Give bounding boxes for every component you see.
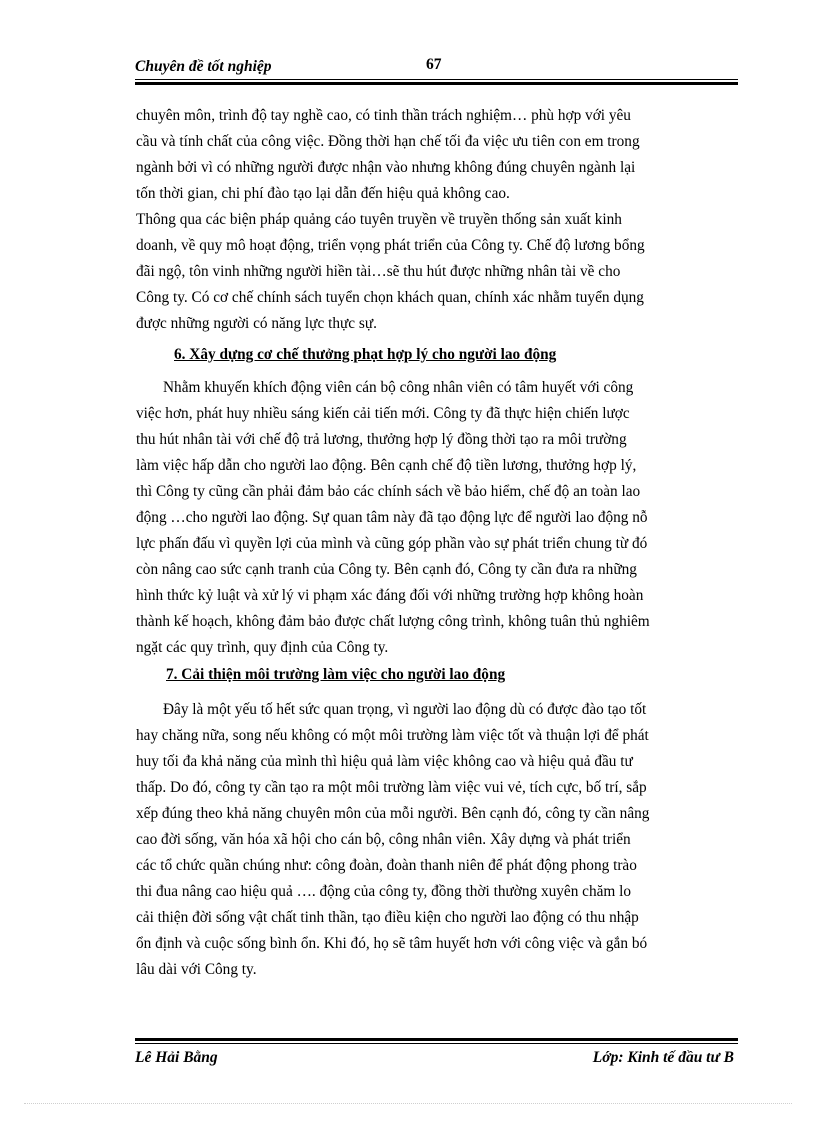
text-line: ngành bởi vì có những người được nhận vào nhưng không đúng chuyên ngành lại [136, 159, 636, 176]
footer-rule-thick [135, 1038, 738, 1041]
page-header [135, 54, 738, 78]
text-line: thì Công ty cũng cần phải đảm bảo các chính sách về bảo hiểm, chế độ an toàn lao [136, 483, 641, 500]
text-line: thu hút nhân tài với chế độ trả lương, thưởng hợp lý đồng thời tạo ra môi trường [136, 431, 627, 448]
text-line: cao đời sống, văn hóa xã hội cho cán bộ, công nhân viên. Xây dựng và phát triển [136, 831, 631, 848]
text-line: hay chăng nữa, song nếu không có một môi trường làm việc tốt và thuận lợi để phát [136, 727, 649, 744]
text-line: tốn thời gian, chi phí đào tạo lại dẫn đến hiệu quả không cao. [136, 185, 510, 202]
text-line: việc hơn, phát huy nhiều sáng kiến cải tiến mới. Công ty đã thực hiện chiến lược [136, 405, 630, 422]
text-line: Đây là một yếu tố hết sức quan trọng, vì người lao động dù có được đào tạo tốt [163, 701, 647, 718]
section-7-heading: 7. Cải thiện môi trường làm việc cho người lao động [166, 666, 506, 683]
text-line: thấp. Do đó, công ty cần tạo ra một môi trường làm việc vui vẻ, tích cực, bố trí, sắp [136, 779, 647, 796]
text-line: chuyên môn, trình độ tay nghề cao, có tinh thần trách nghiệm… phù hợp với yêu [136, 107, 631, 124]
footer-rule-thin [135, 1043, 738, 1044]
section-6-body [136, 375, 736, 661]
section-7-body [136, 697, 736, 983]
text-line: lực phấn đấu vì quyền lợi của mình và cũng góp phần vào sự phát triển chung từ đó [136, 535, 648, 552]
text-line: làm việc hấp dẫn cho người lao động. Bên cạnh chế độ tiền lương, thưởng hợp lý, [136, 457, 637, 474]
section-6-heading: 6. Xây dựng cơ chế thưởng phạt hợp lý cho người lao động [174, 346, 557, 363]
header-rule-thin [135, 79, 738, 80]
text-line: ngặt các quy trình, quy định của Công ty. [136, 639, 389, 656]
page-number: 67 [426, 56, 442, 73]
text-line: cầu và tính chất của công việc. Đồng thời hạn chế tối đa việc ưu tiên con em trong [136, 133, 640, 150]
text-line: hình thức kỷ luật và xử lý vi phạm xác đáng đối với những trường hợp không hoàn [136, 587, 644, 604]
text-line: huy tối đa khả năng của mình thì hiệu quả làm việc không cao và hiệu quả đầu tư [136, 753, 633, 770]
text-line: được những người có năng lực thực sự. [136, 315, 377, 332]
text-line: ổn định và cuộc sống bình ổn. Khi đó, họ sẽ tâm huyết hơn với công việc và gắn bó [136, 935, 648, 952]
document-title: Chuyên đề tốt nghiệp [135, 58, 272, 75]
text-line: Thông qua các biện pháp quảng cáo tuyên truyền về truyền thống sản xuất kinh [136, 211, 622, 228]
text-line: thành kế hoạch, không đảm bảo được chất lượng công trình, không tuân thủ nghiêm [136, 613, 650, 630]
text-line: đãi ngộ, tôn vinh những người hiền tài…sẽ thu hút được những nhân tài về cho [136, 263, 621, 280]
header-rule-thick [135, 82, 738, 85]
text-line: Nhằm khuyến khích động viên cán bộ công nhân viên có tâm huyết với công [163, 379, 634, 396]
text-line: thi đua nâng cao hiệu quả …. động của công ty, đồng thời thường xuyên chăm lo [136, 883, 632, 900]
text-line: lâu dài với Công ty. [136, 961, 257, 978]
text-line: doanh, về quy mô hoạt động, triển vọng phát triển của Công ty. Chế độ lương bổng [136, 237, 645, 254]
page-bottom-divider [24, 1103, 792, 1104]
text-line: còn nâng cao sức cạnh tranh của Công ty. Bên cạnh đó, Công ty cần đưa ra những [136, 561, 637, 578]
text-line: cải thiện đời sống vật chất tinh thần, tạo điều kiện cho người lao động có thu nhập [136, 909, 639, 926]
footer-author: Lê Hải Bằng [135, 1049, 218, 1066]
footer-class: Lớp: Kinh tế đầu tư B [592, 1049, 734, 1066]
paragraph-1 [136, 103, 736, 337]
text-line: Công ty. Có cơ chế chính sách tuyển chọn khách quan, chính xác nhằm tuyển dụng [136, 289, 644, 306]
text-line: xếp đúng theo khả năng chuyên môn của mỗi người. Bên cạnh đó, công ty cần nâng [136, 805, 650, 822]
text-line: động …cho người lao động. Sự quan tâm này đã tạo động lực để người lao động nỗ [136, 509, 648, 526]
text-line: các tổ chức quần chúng như: công đoàn, đoàn thanh niên để phát động phong trào [136, 857, 637, 874]
